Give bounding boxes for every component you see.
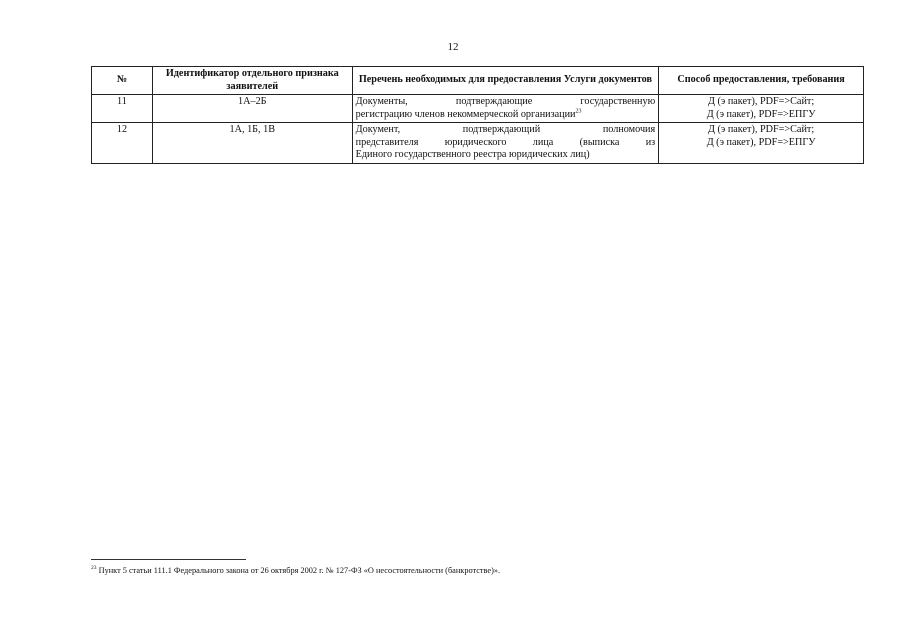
doc-line: регистрацию членов некоммерческой организации [355,108,576,120]
doc-line: Документ, подтверждающий полномочия [355,124,656,135]
row-documents [352,95,659,123]
footnote-separator [91,559,246,560]
method-line: Д (э пакет), PDF=>ЕПГУ [706,108,816,120]
documents-table [91,66,864,164]
method-line: Д (э пакет), PDF=>Сайт; [708,96,815,107]
header-identifier: Идентификатор отдельного признака заявителей [152,67,352,95]
footnote-text: Пункт 5 статьи 111.1 Федерального закона от 26 октября 2002 г. № 127-ФЗ «О несостоятельности (банкротстве)». [96,566,501,575]
doc-line: Единого государственного реестра юридических лиц) [355,149,590,160]
row-identifier: 1А–2Б [152,95,352,123]
doc-line: представителя юридического лица (выписка из [355,136,656,148]
row-number: 12 [92,123,153,164]
header-number: № [92,67,153,95]
method-line: Д (э пакет), PDF=>ЕПГУ [706,136,816,148]
header-method: Способ предоставления, требования [659,67,864,95]
page-number: 12 [447,41,459,53]
row-number: 11 [92,95,153,123]
doc-line: Документы, подтверждающие государственную [355,96,656,107]
table-row [92,95,864,123]
row-method [659,123,864,164]
footnote-reference: 23 [575,108,582,115]
table-header-row [92,67,864,95]
row-documents [352,123,659,164]
footnote-number: 23 [91,565,97,572]
table-row [92,123,864,164]
footnote [91,566,500,575]
row-identifier: 1А, 1Б, 1В [152,123,352,164]
header-documents: Перечень необходимых для предоставления Услуги документов [352,67,659,95]
method-line: Д (э пакет), PDF=>Сайт; [708,124,815,135]
row-method [659,95,864,123]
